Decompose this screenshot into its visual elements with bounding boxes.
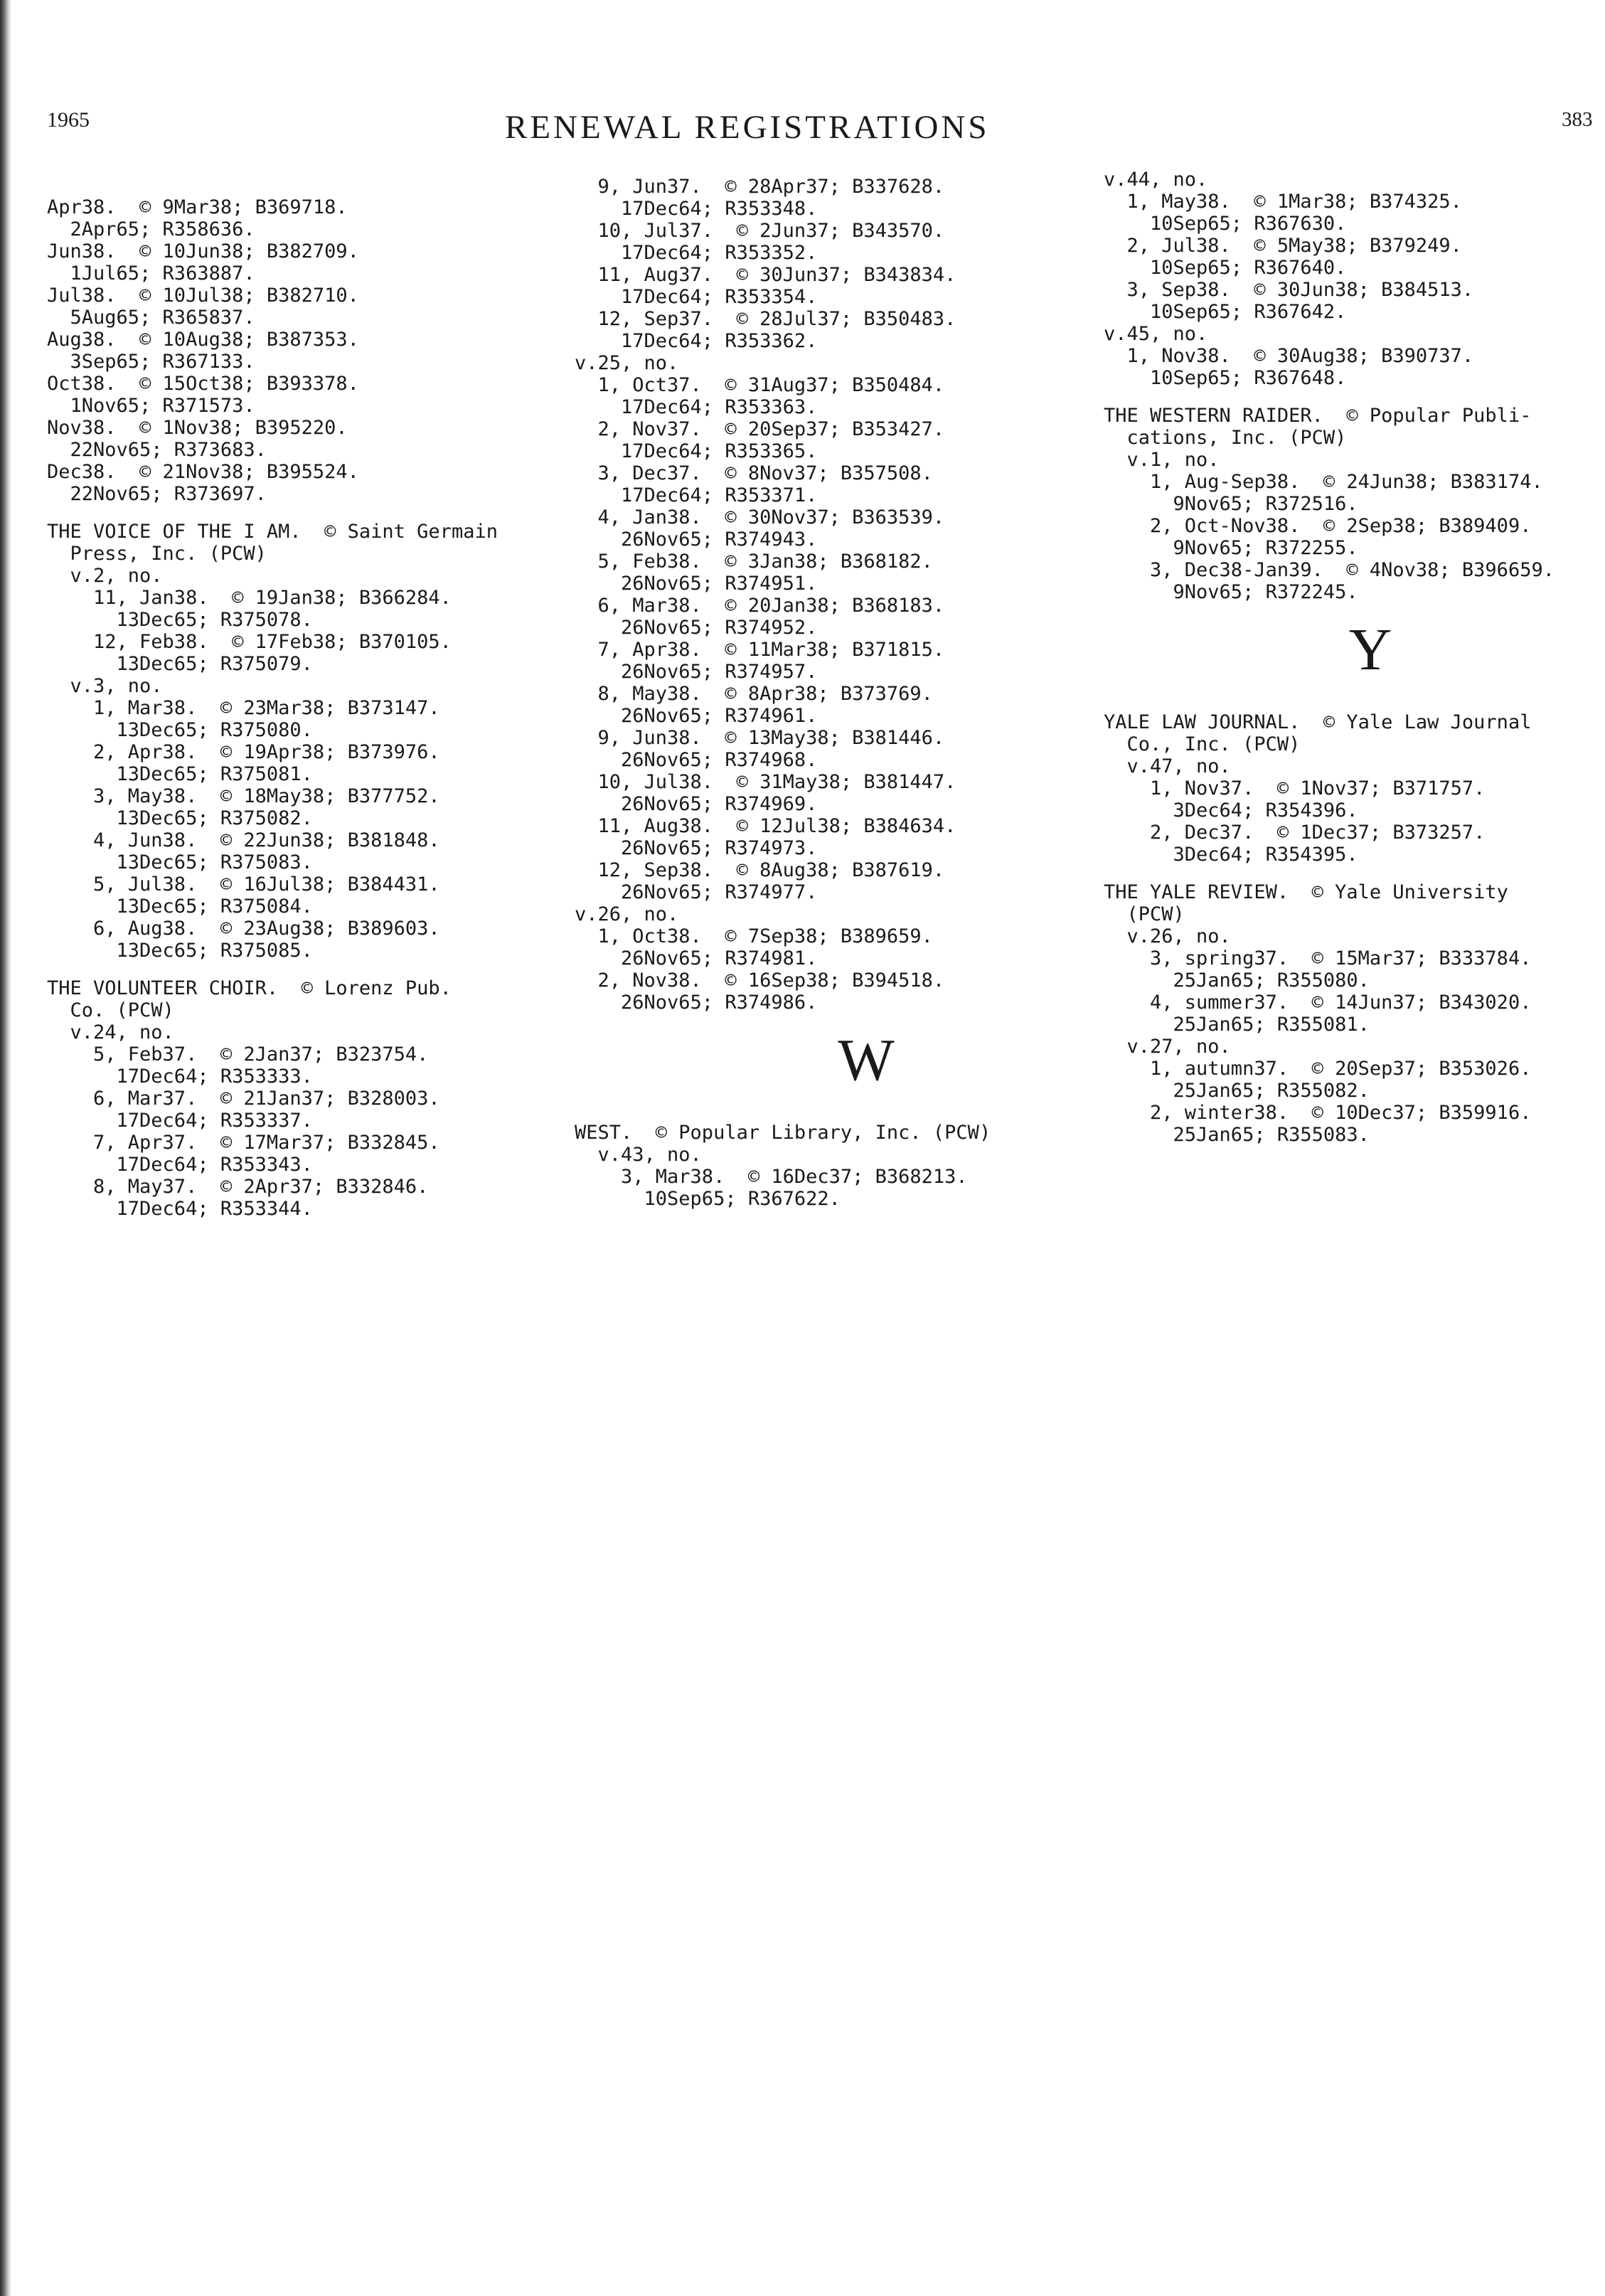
entry-line: 17Dec64; R353348. — [575, 198, 818, 220]
entry-line: v.27, no. — [1104, 1036, 1231, 1058]
entry-line: 2, Jul38. © 5May38; B379249. — [1104, 235, 1462, 257]
entry-line: 7, Apr38. © 11Mar38; B371815. — [575, 639, 945, 661]
entry-line: 12, Sep37. © 28Jul37; B350483. — [575, 308, 956, 330]
entry-line: 9, Jun37. © 28Apr37; B337628. — [575, 176, 945, 198]
entry-line: 3Sep65; R367133. — [47, 351, 255, 373]
registration-entry — [1104, 169, 1584, 389]
entry-line: 3, Mar38. © 16Dec37; B368213. — [575, 1166, 968, 1188]
entry-line: 17Dec64; R353365. — [575, 440, 818, 462]
entry-heading: THE VOLUNTEER CHOIR. © Lorenz Pub. Co. (PCW) — [47, 977, 452, 1021]
entry-line: 12, Sep38. © 8Aug38; B387619. — [575, 859, 945, 881]
entry-line: 11, Jan38. © 19Jan38; B366284. — [47, 587, 452, 609]
entry-line: v.26, no. — [1104, 925, 1231, 947]
entry-line: 1Nov65; R371573. — [47, 395, 255, 417]
column-right — [1104, 169, 1584, 1162]
entry-line: 26Nov65; R374986. — [575, 992, 818, 1014]
entry-line: Aug38. © 10Aug38; B387353. — [47, 329, 359, 351]
entry-line: 4, Jan38. © 30Nov37; B363539. — [575, 506, 945, 528]
entry-line: v.3, no. — [47, 675, 163, 697]
entry-heading: YALE LAW JOURNAL. © Yale Law Journal Co., Inc. (PCW) — [1104, 711, 1532, 755]
entry-line: v.25, no. — [575, 352, 679, 374]
entry-line: 3, Dec38-Jan39. © 4Nov38; B396659. — [1104, 559, 1555, 581]
entry-line: 2, Nov38. © 16Sep38; B394518. — [575, 969, 945, 992]
entry-line: 3, Dec37. © 8Nov37; B357508. — [575, 462, 933, 484]
column-left — [47, 196, 498, 1235]
entry-line: 9Nov65; R372516. — [1104, 493, 1358, 515]
entry-line: 17Dec64; R353362. — [575, 330, 818, 352]
entry-line: 2, Oct-Nov38. © 2Sep38; B389409. — [1104, 515, 1532, 537]
entry-line: 17Dec64; R353371. — [575, 484, 818, 506]
entry-line: Jun38. © 10Jun38; B382709. — [47, 240, 359, 262]
entry-line: 17Dec64; R353363. — [575, 396, 818, 418]
entry-line: 13Dec65; R375085. — [47, 940, 313, 962]
entry-line: v.2, no. — [47, 565, 163, 587]
entry-line: 6, Aug38. © 23Aug38; B389603. — [47, 918, 440, 940]
entry-line: 1, Nov37. © 1Nov37; B371757. — [1104, 777, 1486, 799]
entry-line: 8, May38. © 8Apr38; B373769. — [575, 683, 933, 705]
entry-heading: THE WESTERN RAIDER. © Popular Publi- cations, Inc. (PCW) — [1104, 405, 1532, 449]
entry-line: 17Dec64; R353333. — [47, 1065, 313, 1088]
entry-line: 13Dec65; R375080. — [47, 719, 313, 741]
entry-line: v.1, no. — [1104, 449, 1220, 471]
entry-line: 2, winter38. © 10Dec37; B359916. — [1104, 1102, 1532, 1124]
entry-line: 2Apr65; R358636. — [47, 218, 255, 240]
entry-line: 5, Jul38. © 16Jul38; B384431. — [47, 873, 440, 895]
entry-line: 13Dec65; R375078. — [47, 609, 313, 631]
entry-line: 12, Feb38. © 17Feb38; B370105. — [47, 631, 452, 653]
entry-line: 17Dec64; R353343. — [47, 1154, 313, 1176]
entry-line: 13Dec65; R375083. — [47, 851, 313, 873]
registration-entry — [47, 521, 498, 962]
entry-line: 13Dec65; R375084. — [47, 895, 313, 918]
entry-line: Oct38. © 15Oct38; B393378. — [47, 373, 359, 395]
entry-line: 26Nov65; R374943. — [575, 528, 818, 551]
entry-line: v.26, no. — [575, 903, 679, 925]
entry-line: 1, Nov38. © 30Aug38; B390737. — [1104, 345, 1474, 367]
entry-line: 26Nov65; R374961. — [575, 705, 818, 727]
entry-line: 1, May38. © 1Mar38; B374325. — [1104, 191, 1462, 213]
entry-line: 11, Aug37. © 30Jun37; B343834. — [575, 264, 956, 286]
section-letter: W — [838, 1027, 895, 1093]
entry-line: 17Dec64; R353337. — [47, 1110, 313, 1132]
registration-entry — [1104, 405, 1584, 603]
entry-line: 8, May37. © 2Apr37; B332846. — [47, 1176, 429, 1198]
entry-line: v.47, no. — [1104, 755, 1231, 777]
column-middle — [575, 176, 1079, 1226]
entry-line: 3Dec64; R354396. — [1104, 799, 1358, 822]
entry-line: Jul38. © 10Jul38; B382710. — [47, 285, 359, 307]
entry-line: 26Nov65; R374957. — [575, 661, 818, 683]
entry-line: 9, Jun38. © 13May38; B381446. — [575, 727, 945, 749]
entry-line: 22Nov65; R373683. — [47, 439, 267, 461]
entry-line: 17Dec64; R353354. — [575, 286, 818, 308]
entry-heading: THE YALE REVIEW. © Yale University (PCW) — [1104, 881, 1508, 925]
entry-line: 4, summer37. © 14Jun37; B343020. — [1104, 992, 1532, 1014]
entry-line: 25Jan65; R355082. — [1104, 1080, 1370, 1102]
entry-line: 26Nov65; R374973. — [575, 837, 818, 859]
registration-entry — [47, 196, 498, 505]
entry-line: v.45, no. — [1104, 323, 1208, 345]
entry-line: 11, Aug38. © 12Jul38; B384634. — [575, 815, 956, 837]
entry-line: 2, Apr38. © 19Apr38; B373976. — [47, 741, 440, 763]
section-letter: Y — [1348, 617, 1392, 683]
entry-line: 26Nov65; R374977. — [575, 881, 818, 903]
entry-line: Nov38. © 1Nov38; B395220. — [47, 417, 348, 439]
entry-line: 10Sep65; R367630. — [1104, 213, 1347, 235]
entry-line: 22Nov65; R373697. — [47, 483, 267, 505]
entry-line: 3, spring37. © 15Mar37; B333784. — [1104, 947, 1532, 969]
entry-line: 1, Oct37. © 31Aug37; B350484. — [575, 374, 945, 396]
entry-line: 26Nov65; R374952. — [575, 617, 818, 639]
entry-line: 25Jan65; R355081. — [1104, 1014, 1370, 1036]
entry-heading: WEST. © Popular Library, Inc. (PCW) — [575, 1122, 991, 1144]
entry-line: 25Jan65; R355080. — [1104, 969, 1370, 992]
entry-line: 5, Feb38. © 3Jan38; B368182. — [575, 551, 933, 573]
entry-line: 6, Mar37. © 21Jan37; B328003. — [47, 1088, 440, 1110]
entry-line: Apr38. © 9Mar38; B369718. — [47, 196, 348, 218]
entry-line: 5Aug65; R365837. — [47, 307, 255, 329]
entry-line: 25Jan65; R355083. — [1104, 1124, 1370, 1146]
entry-line: 17Dec64; R353352. — [575, 242, 818, 264]
entry-line: 10Sep65; R367642. — [1104, 301, 1347, 323]
entry-line: v.43, no. — [575, 1144, 702, 1166]
entry-line: 2, Dec37. © 1Dec37; B373257. — [1104, 822, 1486, 844]
entry-line: 7, Apr37. © 17Mar37; B332845. — [47, 1132, 440, 1154]
page-number: 383 — [1562, 108, 1593, 131]
registration-entry — [1104, 711, 1584, 866]
registration-entry — [575, 1122, 1079, 1210]
registration-entry — [1104, 881, 1584, 1146]
entry-line: 1, Aug-Sep38. © 24Jun38; B383174. — [1104, 471, 1543, 493]
entry-line: 26Nov65; R374951. — [575, 573, 818, 595]
entry-line: 3, May38. © 18May38; B377752. — [47, 785, 440, 807]
entry-line: 3, Sep38. © 30Jun38; B384513. — [1104, 279, 1474, 301]
entry-line: 17Dec64; R353344. — [47, 1198, 313, 1220]
entry-line: 13Dec65; R375079. — [47, 653, 313, 675]
entry-heading: THE VOICE OF THE I AM. © Saint Germain Press, Inc. (PCW) — [47, 521, 498, 565]
entry-line: v.44, no. — [1104, 169, 1208, 191]
entry-line: 1, Oct38. © 7Sep38; B389659. — [575, 925, 933, 947]
entry-line: 1, Mar38. © 23Mar38; B373147. — [47, 697, 440, 719]
entry-line: 2, Nov37. © 20Sep37; B353427. — [575, 418, 945, 440]
entry-line: 10Sep65; R367622. — [575, 1188, 841, 1210]
entry-line: 10, Jul37. © 2Jun37; B343570. — [575, 220, 945, 242]
entry-line: 10Sep65; R367640. — [1104, 257, 1347, 279]
entry-line: 26Nov65; R374968. — [575, 749, 818, 771]
entry-line: 3Dec64; R354395. — [1104, 844, 1358, 866]
page-title: RENEWAL REGISTRATIONS — [505, 109, 990, 146]
registration-entry — [47, 977, 498, 1220]
scan-edge — [0, 0, 11, 2296]
entry-line: 4, Jun38. © 22Jun38; B381848. — [47, 829, 440, 851]
page-year: 1965 — [47, 108, 90, 132]
entry-line: 6, Mar38. © 20Jan38; B368183. — [575, 595, 945, 617]
entry-line: v.24, no. — [47, 1021, 174, 1043]
entry-line: 13Dec65; R375082. — [47, 807, 313, 829]
entry-line: 10Sep65; R367648. — [1104, 367, 1347, 389]
entry-line: 26Nov65; R374981. — [575, 947, 818, 969]
entry-line: 1Jul65; R363887. — [47, 262, 255, 285]
entry-line: Dec38. © 21Nov38; B395524. — [47, 461, 359, 483]
entry-line: 26Nov65; R374969. — [575, 793, 818, 815]
entry-line: 1, autumn37. © 20Sep37; B353026. — [1104, 1058, 1532, 1080]
entry-line: 10, Jul38. © 31May38; B381447. — [575, 771, 956, 793]
registration-entry — [575, 176, 1079, 1014]
entry-line: 9Nov65; R372255. — [1104, 537, 1358, 559]
entry-line: 9Nov65; R372245. — [1104, 581, 1358, 603]
entry-line: 5, Feb37. © 2Jan37; B323754. — [47, 1043, 429, 1065]
entry-line: 13Dec65; R375081. — [47, 763, 313, 785]
